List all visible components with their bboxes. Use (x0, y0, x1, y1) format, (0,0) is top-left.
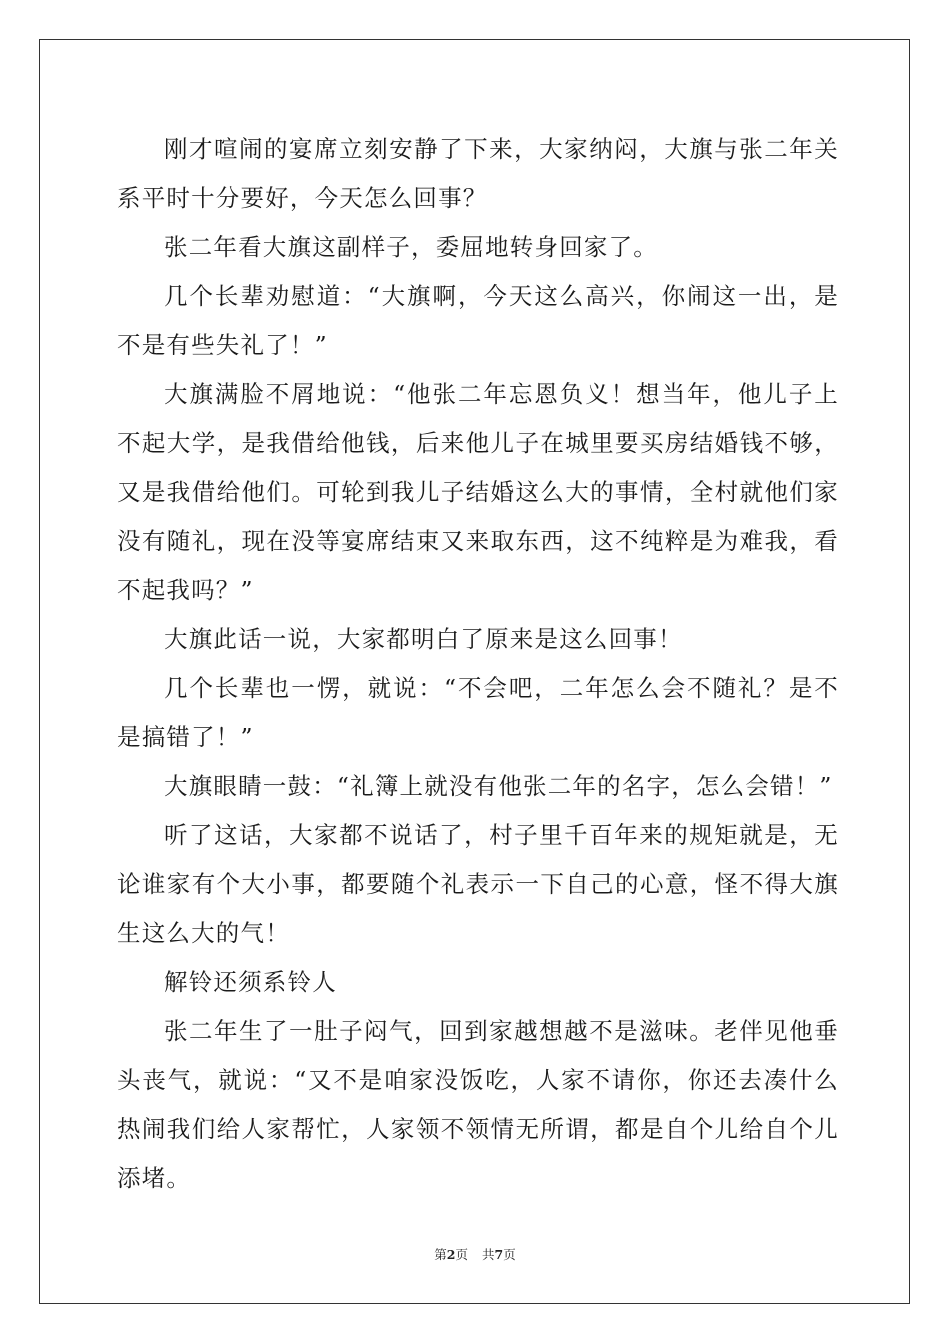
total-prefix: 共 (482, 1247, 495, 1262)
paragraph: 几个长辈也一愣，就说：“不会吧，二年怎么会不随礼？是不是搞错了！” (117, 674, 839, 751)
total-pages: 7 (494, 1247, 504, 1262)
paragraph: 大旗满脸不屑地说：“他张二年忘恩负义！想当年，他儿子上不起大学，是我借给他钱，后来他儿子在城里要买房结婚钱不够，又是我借给他们。可轮到我儿子结婚这么大的事情，全村就他们家没有随礼，现在没等宴席结束又来取东西，这不纯粹是为难我，看不起我吗？” (117, 380, 839, 604)
paragraph: 大旗眼睛一鼓：“礼簿上就没有他张二年的名字，怎么会错！” (164, 772, 833, 800)
section-heading: 解铃还须系铃人 (164, 968, 337, 996)
paragraph: 几个长辈劝慰道：“大旗啊，今天这么高兴，你闹这一出，是不是有些失礼了！” (117, 282, 839, 359)
paragraph: 刚才喧闹的宴席立刻安静了下来，大家纳闷，大旗与张二年关系平时十分要好，今天怎么回事？ (117, 135, 839, 212)
page-footer (0, 1245, 950, 1263)
paragraph: 张二年生了一肚子闷气，回到家越想越不是滋味。老伴见他垂头丧气，就说：“又不是咱家没饭吃，人家不请你，你还去凑什么热闹我们给人家帮忙，人家领不领情无所谓，都是自个儿给自个儿添堵。 (117, 1017, 839, 1192)
document-body (117, 125, 839, 1203)
paragraph: 张二年看大旗这副样子，委屈地转身回家了。 (164, 233, 658, 261)
paragraph: 大旗此话一说，大家都明白了原来是这么回事！ (164, 625, 683, 653)
paragraph: 听了这话，大家都不说话了，村子里千百年来的规矩就是，无论谁家有个大小事，都要随个礼表示一下自己的心意，怪不得大旗生这么大的气！ (117, 821, 839, 947)
page-suffix: 页 (455, 1247, 468, 1262)
total-suffix: 页 (503, 1247, 516, 1262)
page-number: 2 (446, 1247, 456, 1262)
page-prefix: 第 (434, 1247, 447, 1262)
